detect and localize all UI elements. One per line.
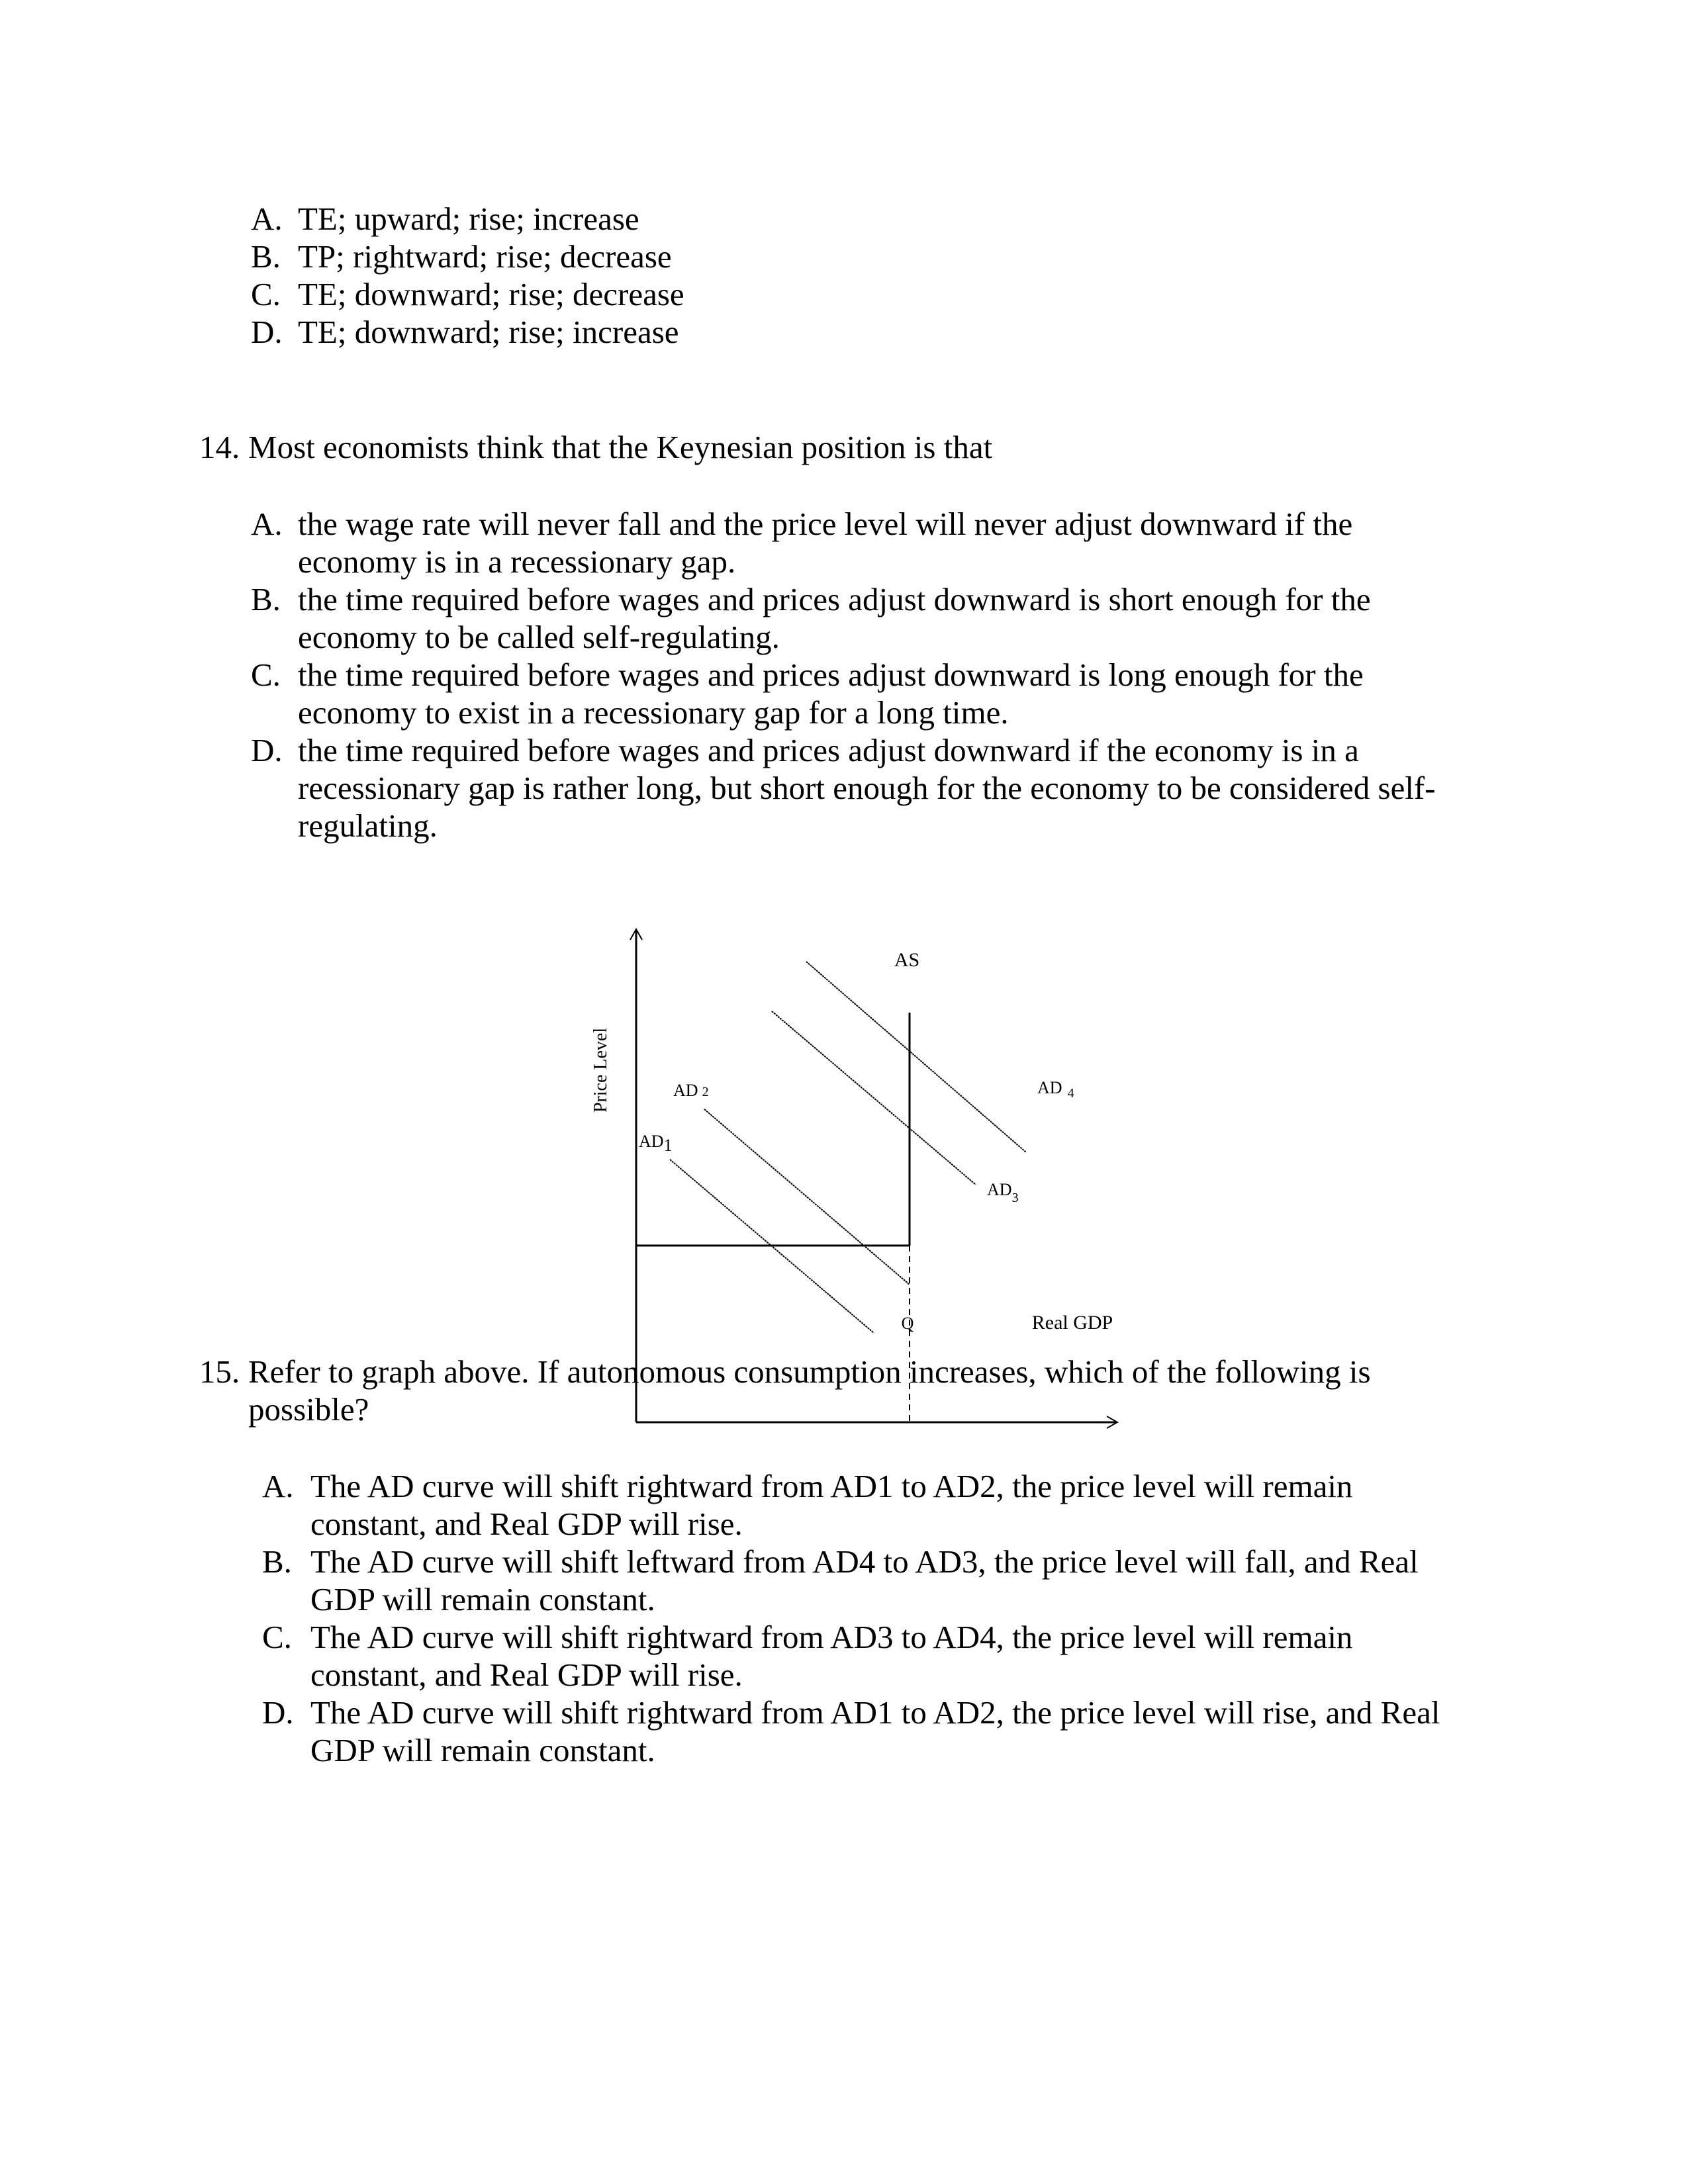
ad2-curve	[704, 1109, 910, 1285]
option-text: constant, and Real GDP will rise.	[310, 1657, 743, 1693]
option-text: economy is in a recessionary gap.	[298, 543, 736, 580]
option-letter: A.	[262, 1468, 294, 1504]
option-letter: A.	[251, 506, 283, 542]
ad4-curve	[806, 962, 1026, 1152]
option-text: GDP will remain constant.	[310, 1581, 655, 1617]
ad2-label: AD 2	[673, 1081, 709, 1100]
option-text: the time required before wages and prices adjust downward is short enough for the	[298, 581, 1371, 617]
question-number: 15.	[199, 1353, 240, 1390]
ad1-label: AD1	[639, 1132, 673, 1155]
option-letter: D.	[251, 314, 283, 350]
option-text: The AD curve will shift leftward from AD4 to AD3, the price level will fall, and Real	[310, 1543, 1419, 1580]
option-text: regulating.	[298, 807, 438, 844]
option-text: the time required before wages and prices adjust downward is long enough for the	[298, 657, 1364, 693]
option-text: GDP will remain constant.	[310, 1732, 655, 1768]
option-text: The AD curve will shift rightward from AD3 to AD4, the price level will remain	[310, 1619, 1353, 1655]
as-label: AS	[894, 949, 920, 971]
question-text: possible?	[248, 1391, 369, 1428]
option-text: The AD curve will shift rightward from AD1 to AD2, the price level will remain	[310, 1468, 1353, 1504]
option-letter: C.	[251, 276, 281, 312]
option-text: TE; upward; rise; increase	[298, 201, 639, 237]
option-letter: B.	[262, 1543, 292, 1580]
question-text: Most economists think that the Keynesian position is that	[248, 429, 993, 465]
option-letter: C.	[262, 1619, 292, 1655]
x-axis-label: Real GDP	[1031, 1312, 1113, 1334]
option-text: constant, and Real GDP will rise.	[310, 1506, 743, 1542]
option-letter: A.	[251, 201, 283, 237]
ad3-label: $AD_3$	[987, 1180, 1019, 1205]
option-text: TP; rightward; rise; decrease	[298, 238, 672, 275]
option-letter: B.	[251, 238, 281, 275]
option-text: TE; downward; rise; increase	[298, 314, 679, 350]
ad4-label: AD $_4$	[1037, 1078, 1074, 1101]
ad3-curve	[772, 1011, 976, 1185]
q-label: Q	[901, 1314, 914, 1333]
option-letter: B.	[251, 581, 281, 617]
question-number: 14.	[199, 429, 240, 465]
option-text: the time required before wages and prices adjust downward if the economy is in a	[298, 732, 1359, 768]
option-letter: C.	[251, 657, 281, 693]
question-text: Refer to graph above. If autonomous consumption increases, which of the following is	[248, 1353, 1371, 1390]
option-text: recessionary gap is rather long, but short enough for the economy to be considered self-	[298, 770, 1436, 806]
option-text: economy to exist in a recessionary gap for a long time.	[298, 694, 1009, 731]
option-text: the wage rate will never fall and the price level will never adjust downward if the	[298, 506, 1353, 542]
option-letter: D.	[262, 1694, 294, 1731]
y-axis-label: Price Level	[590, 1027, 611, 1113]
option-text: economy to be called self-regulating.	[298, 619, 780, 655]
option-text: The AD curve will shift rightward from AD1 to AD2, the price level will rise, and Real	[310, 1694, 1440, 1731]
option-letter: D.	[251, 732, 283, 768]
option-text: TE; downward; rise; decrease	[298, 276, 684, 312]
